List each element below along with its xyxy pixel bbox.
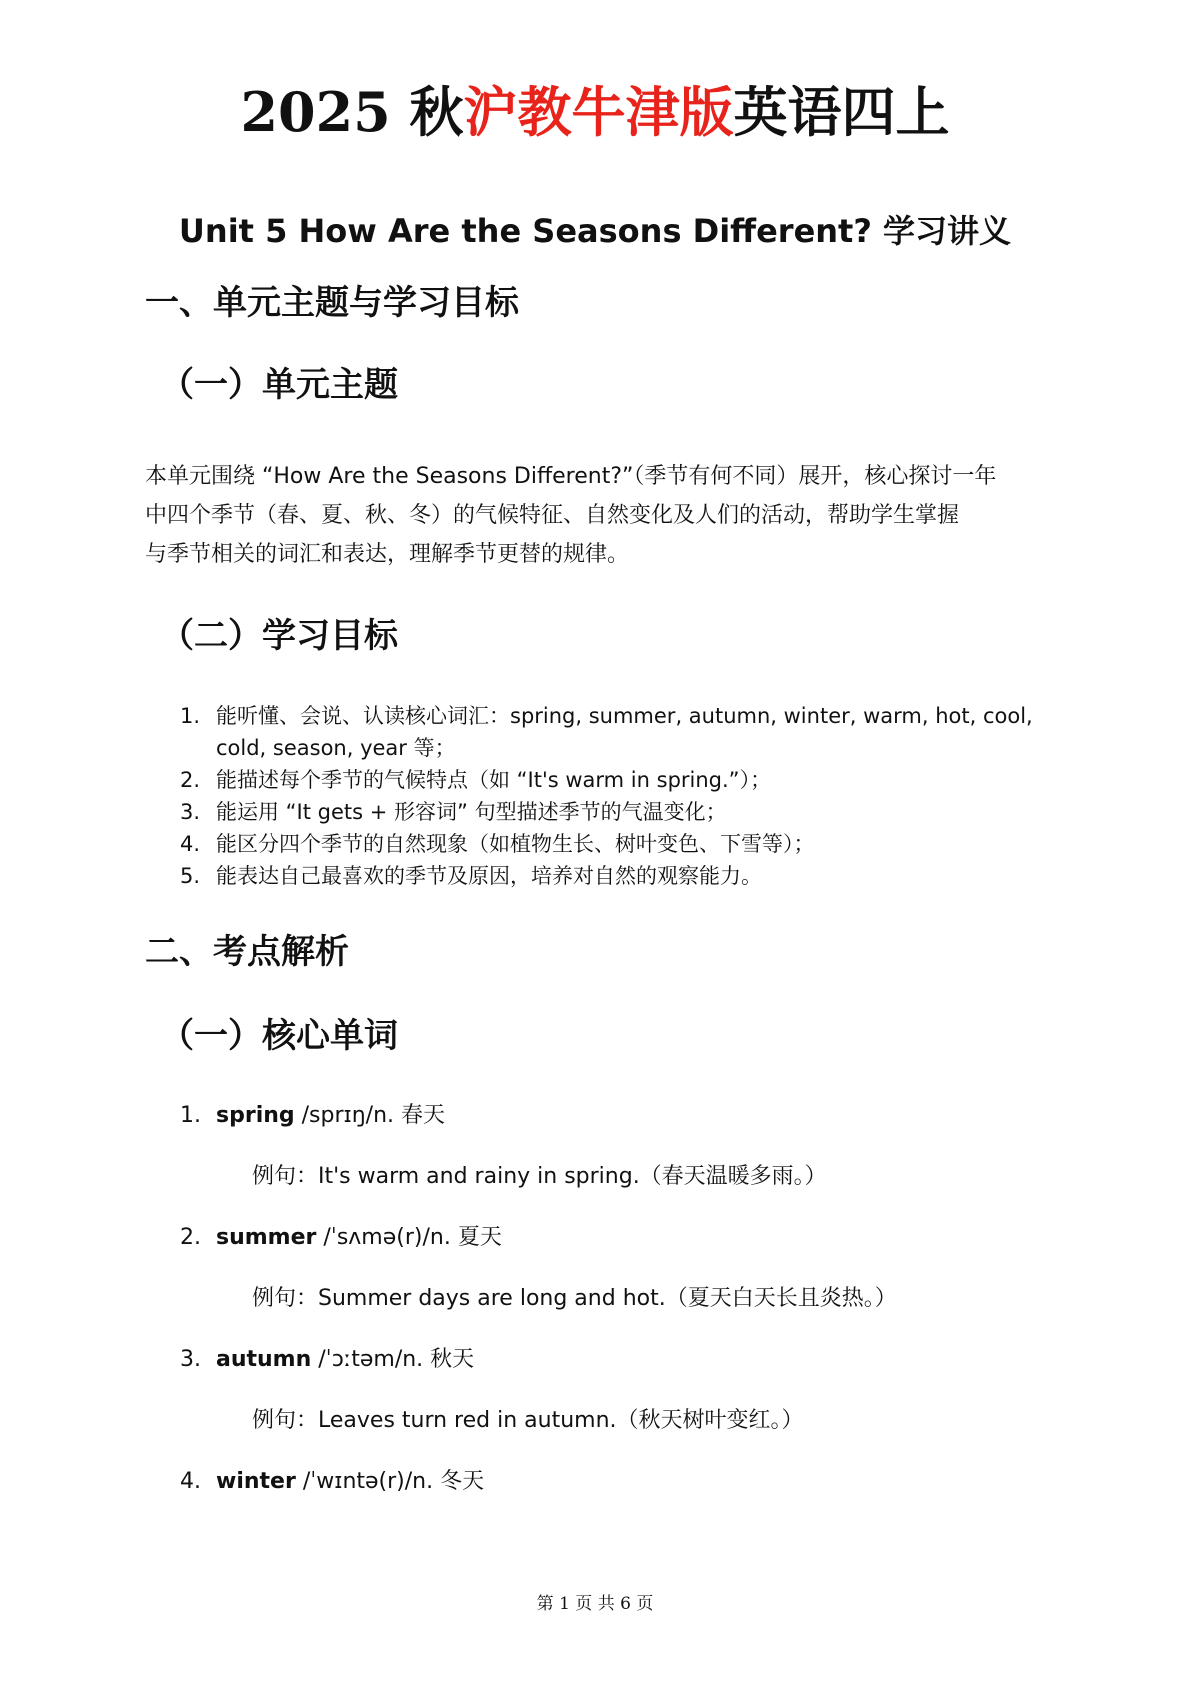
vocab-item <box>180 1100 445 1132</box>
goal-text: 能描述每个季节的气候特点（如 “It's warm in spring.”）； <box>216 768 772 792</box>
goals-list <box>180 700 1060 892</box>
subsection-heading-goals: （二）学习目标 <box>160 616 398 656</box>
vocab-word: autumn <box>216 1347 312 1372</box>
goal-text: 能听懂、会说、认读核心词汇：spring, summer, autumn, winter, warm, hot, cool, cold, season, year 等； <box>216 704 1033 760</box>
vocab-item <box>180 1222 502 1254</box>
goal-item <box>180 700 1060 764</box>
theme-line: 与季节相关的词汇和表达，理解季节更替的规律。 <box>145 542 630 567</box>
vocab-definition: /sprɪŋ/n. 春天 <box>294 1103 445 1128</box>
vocab-example: 例句：Summer days are long and hot.（夏天白天长且炎热。） <box>252 1286 897 1311</box>
vocab-definition: /ˈsʌmə(r)/n. 夏天 <box>316 1225 502 1250</box>
document-title <box>0 80 1190 144</box>
goal-number: 3. <box>180 800 201 824</box>
vocab-item <box>180 1466 484 1498</box>
vocab-example: 例句：It's warm and rainy in spring.（春天温暖多雨。） <box>252 1164 827 1189</box>
document-subtitle: Unit 5 How Are the Seasons Different? 学习讲义 <box>178 212 1012 250</box>
title-highlight: 沪教牛津版 <box>463 80 734 144</box>
goal-number: 1. <box>180 704 201 728</box>
goal-item <box>180 828 1060 860</box>
section-heading-analysis: 二、考点解析 <box>145 932 349 972</box>
theme-paragraph <box>145 457 1045 574</box>
section-heading-goals: 一、单元主题与学习目标 <box>145 283 519 323</box>
vocab-number: 1. <box>180 1103 201 1128</box>
vocab-word: spring <box>216 1103 295 1128</box>
goal-text: 能区分四个季节的自然现象（如植物生长、树叶变色、下雪等）； <box>216 832 815 856</box>
vocab-word: winter <box>216 1469 296 1494</box>
goal-text: 能运用 “It gets + 形容词” 句型描述季节的气温变化； <box>216 800 727 824</box>
vocab-definition: /ˈɔːtəm/n. 秋天 <box>311 1347 475 1372</box>
subsection-heading-theme: （一）单元主题 <box>160 365 398 405</box>
goal-item <box>180 796 1060 828</box>
vocab-number: 3. <box>180 1347 201 1372</box>
goal-item <box>180 860 1060 892</box>
goal-item <box>180 764 1060 796</box>
vocab-number: 2. <box>180 1225 201 1250</box>
vocab-word: summer <box>216 1225 317 1250</box>
vocab-definition: /ˈwɪntə(r)/n. 冬天 <box>295 1469 485 1494</box>
subsection-heading-words: （一）核心单词 <box>160 1016 398 1056</box>
theme-line: 中四个季节（春、夏、秋、冬）的气候特征、自然变化及人们的活动，帮助学生掌握 <box>145 503 960 528</box>
goal-number: 2. <box>180 768 201 792</box>
goal-number: 4. <box>180 832 201 856</box>
title-suffix: 英语四上 <box>733 80 950 144</box>
goal-text: 能表达自己最喜欢的季节及原因，培养对自然的观察能力。 <box>216 864 762 888</box>
page-footer: 第 1 页 共 6 页 <box>536 1594 654 1614</box>
vocab-item <box>180 1344 474 1376</box>
goal-number: 5. <box>180 864 201 888</box>
title-prefix: 2025 秋 <box>240 80 464 144</box>
vocab-example: 例句：Leaves turn red in autumn.（秋天树叶变红。） <box>252 1408 804 1433</box>
theme-line: 本单元围绕 “How Are the Seasons Different?”（季节有何不同）展开，核心探讨一年 <box>145 464 997 489</box>
vocab-number: 4. <box>180 1469 201 1494</box>
